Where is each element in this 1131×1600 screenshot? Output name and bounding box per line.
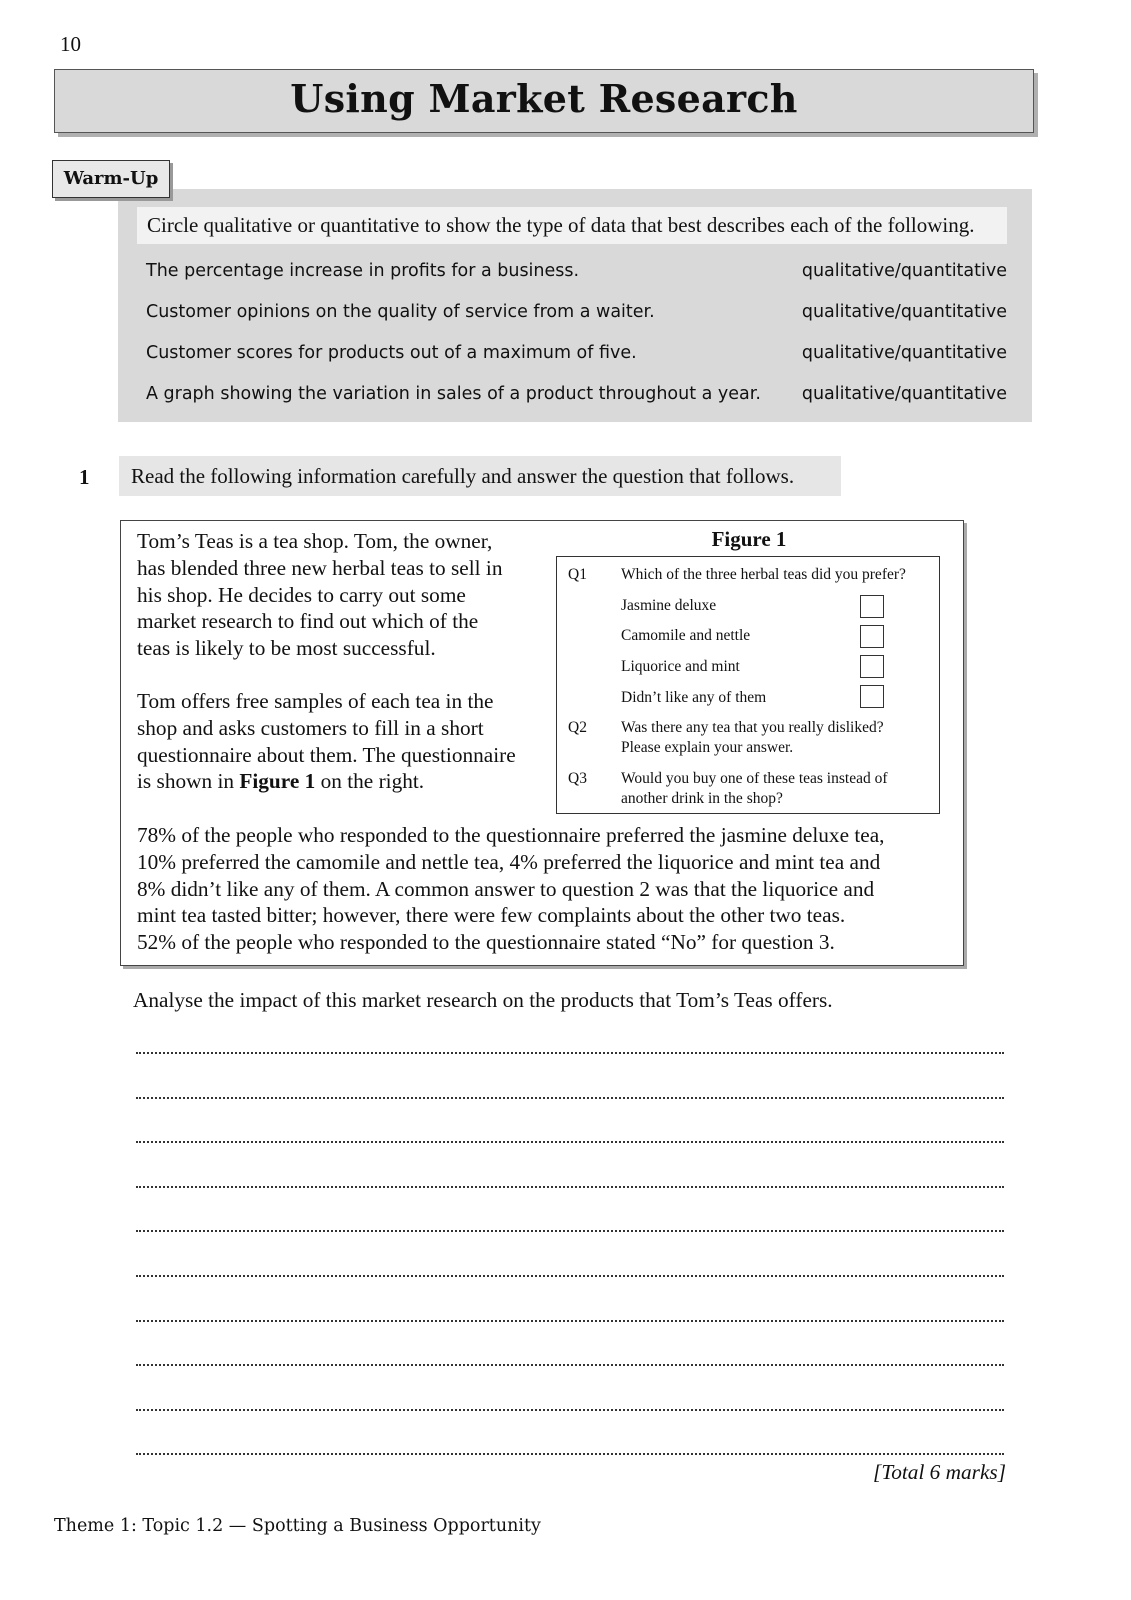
intro-line: teas is likely to be most successful. (137, 636, 436, 661)
option-checkbox[interactable] (860, 685, 884, 708)
samples-line: shop and asks customers to fill in a short (137, 715, 484, 740)
q3-line: Would you buy one of these teas instead of (621, 770, 888, 787)
total-marks: [Total 6 marks] (873, 1460, 1006, 1484)
q3-label: Q3 (568, 770, 587, 787)
question-instruction: Read the following information carefully and answer the question that follows. (119, 456, 841, 496)
q2-line: Was there any tea that you really disliked? (621, 719, 884, 736)
page-footer: Theme 1: Topic 1.2 — Spotting a Business Opportunity (54, 1516, 541, 1536)
q3-text (621, 769, 888, 809)
option-checkbox[interactable] (860, 595, 884, 618)
answer-line[interactable] (136, 1052, 1004, 1054)
title-banner (54, 69, 1034, 133)
intro-line: Tom’s Teas is a tea shop. Tom, the owner, (137, 529, 493, 553)
q2-text (621, 718, 884, 758)
option-checkbox[interactable] (860, 625, 884, 648)
warmup-tab: Warm-Up (52, 160, 170, 198)
results-line: 8% didn’t like any of them. A common answer to question 2 was that the liquorice and (137, 876, 875, 901)
warmup-option[interactable]: qualitative/quantitative (801, 261, 1007, 281)
warmup-statement: Customer opinions on the quality of service from a waiter. (146, 302, 655, 322)
page-title: Using Market Research (290, 76, 798, 121)
results-line: 10% preferred the camomile and nettle tea, 4% preferred the liquorice and mint tea and (137, 849, 881, 874)
results-line: 52% of the people who responded to the questionnaire stated “No” for question 3. (137, 930, 835, 955)
answer-line[interactable] (136, 1230, 1004, 1232)
intro-paragraph (137, 528, 502, 662)
option-label: Didn’t like any of them (621, 689, 767, 706)
answer-line[interactable] (136, 1141, 1004, 1143)
intro-line: has blended three new herbal teas to sell in (137, 555, 503, 580)
warmup-option[interactable]: qualitative/quantitative (801, 302, 1007, 322)
answer-line[interactable] (136, 1275, 1004, 1277)
results-paragraph (137, 822, 885, 956)
option-label: Liquorice and mint (621, 658, 740, 675)
question-number: 1 (79, 465, 90, 489)
warmup-option[interactable]: qualitative/quantitative (801, 343, 1007, 363)
samples-last-line (137, 768, 516, 795)
samples-line: Tom offers free samples of each tea in the (137, 689, 494, 713)
warmup-statement: The percentage increase in profits for a business. (146, 261, 580, 281)
samples-paragraph (137, 688, 516, 795)
figure-title: Figure 1 (711, 527, 787, 551)
warmup-statement: Customer scores for products out of a maximum of five. (146, 343, 637, 363)
answer-line[interactable] (136, 1097, 1004, 1099)
answer-line[interactable] (136, 1320, 1004, 1322)
answer-line[interactable] (136, 1453, 1004, 1455)
warmup-instruction: Circle qualitative or quantitative to show the type of data that best describes each of the following. (137, 207, 1007, 244)
samples-last-prefix: is shown in (137, 769, 240, 794)
option-label: Jasmine deluxe (621, 597, 717, 614)
figure-reference: Figure 1 (239, 769, 316, 794)
answer-line[interactable] (136, 1409, 1004, 1411)
results-line: 78% of the people who responded to the questionnaire preferred the jasmine deluxe tea, (137, 823, 885, 847)
samples-last-suffix: on the right. (315, 769, 425, 794)
answer-line[interactable] (136, 1364, 1004, 1366)
q2-label: Q2 (568, 719, 587, 736)
q1-label: Q1 (568, 566, 587, 583)
q3-line: another drink in the shop? (621, 790, 783, 807)
intro-line: his shop. He decides to carry out some (137, 582, 466, 607)
option-label: Camomile and nettle (621, 627, 751, 644)
samples-line: questionnaire about them. The questionnaire (137, 742, 516, 767)
intro-line: market research to find out which of the (137, 609, 479, 634)
task-prompt: Analyse the impact of this market research on the products that Tom’s Teas offers. (133, 988, 833, 1012)
results-line: mint tea tasted bitter; however, there were few complaints about the other two teas. (137, 903, 846, 928)
q2-line: Please explain your answer. (621, 739, 794, 756)
warmup-option[interactable]: qualitative/quantitative (801, 384, 1007, 404)
warmup-statement: A graph showing the variation in sales of a product throughout a year. (146, 384, 761, 404)
page-number: 10 (60, 32, 81, 56)
option-checkbox[interactable] (860, 655, 884, 678)
answer-line[interactable] (136, 1186, 1004, 1188)
q1-text: Which of the three herbal teas did you prefer? (621, 566, 906, 583)
